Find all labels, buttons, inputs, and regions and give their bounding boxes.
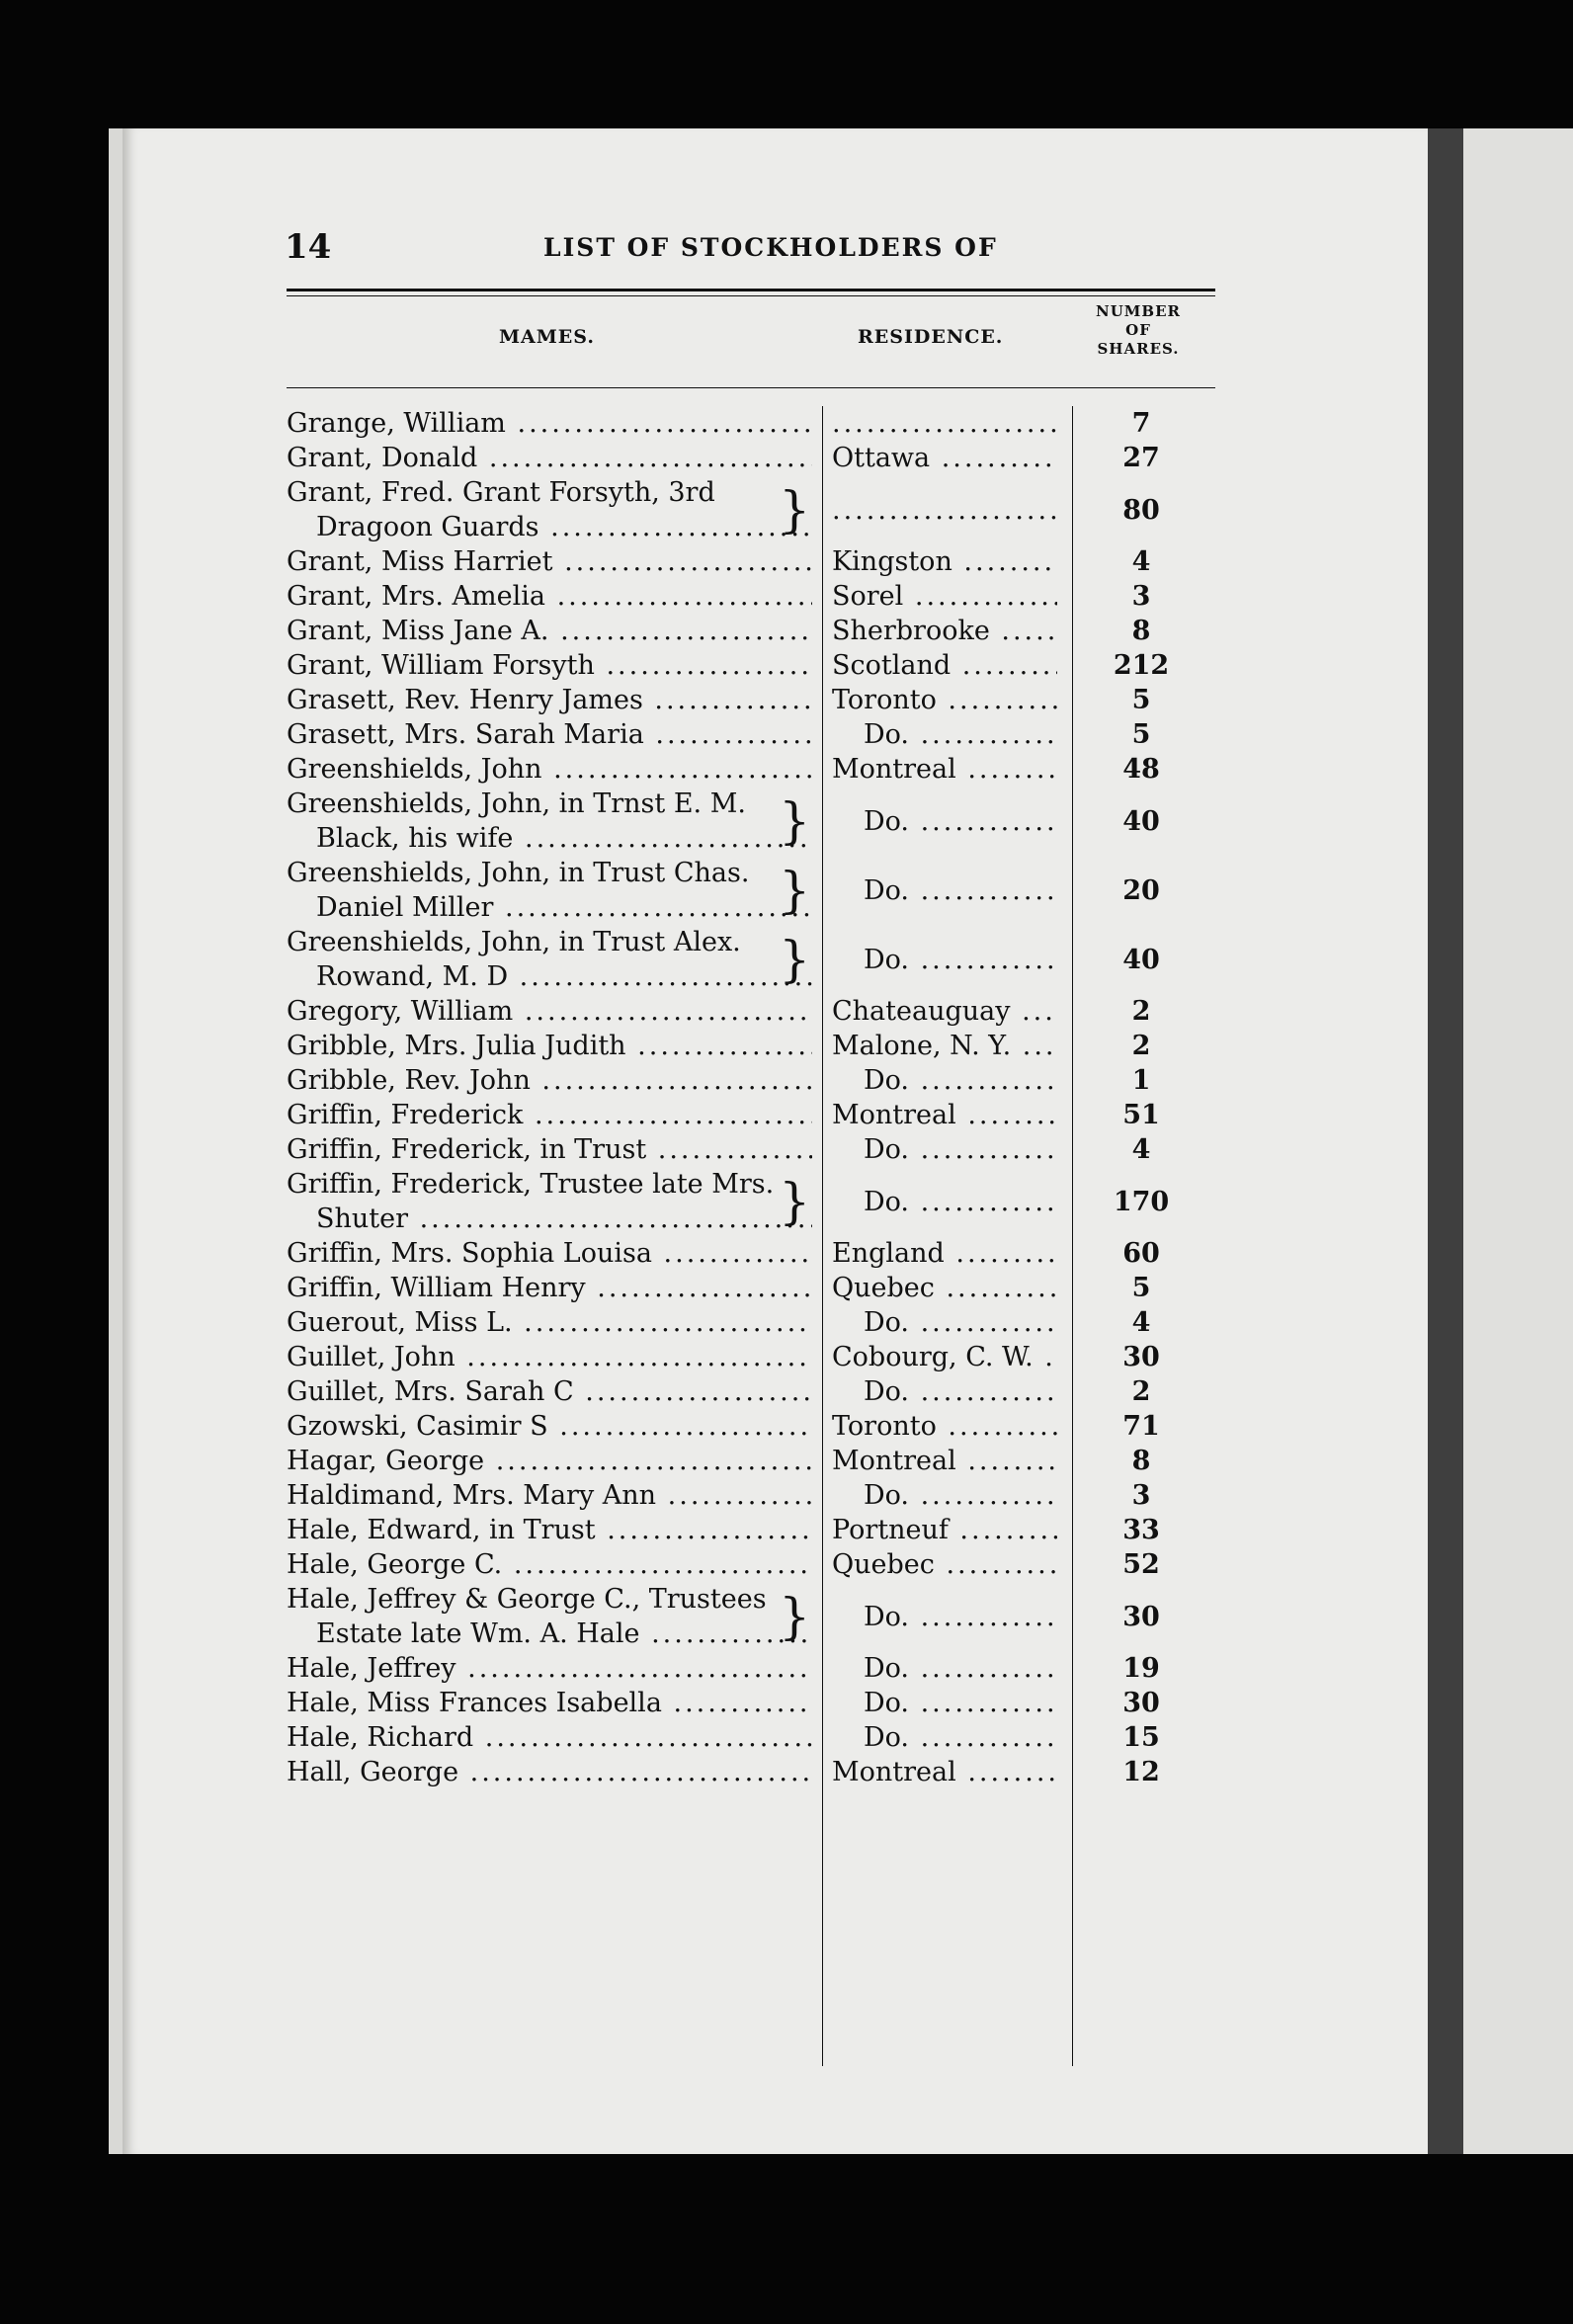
table-row — [287, 579, 1215, 614]
share-count: 2 — [1131, 1376, 1151, 1407]
residence: England ..... — [832, 1236, 1057, 1271]
table-row — [287, 441, 1215, 475]
table-row — [287, 752, 1215, 787]
stockholder-name-line-2: Rowand, M. D ..... — [287, 959, 812, 994]
stockholder-name — [287, 1409, 812, 1444]
table-rows — [287, 406, 1215, 1789]
stockholder-name-line-1: Haldimand, Mrs. Mary Ann ..... — [287, 1478, 812, 1513]
residence: Portneuf ..... — [832, 1513, 1057, 1547]
share-count: 5 — [1131, 685, 1151, 715]
table-row — [287, 994, 1215, 1029]
table-row — [287, 925, 1215, 994]
stockholder-name-line-1: Grant, Miss Harriet ..... — [287, 544, 812, 579]
table-row — [287, 1720, 1215, 1755]
brace-mark: } — [779, 1588, 810, 1645]
residence: Montreal ..... — [832, 752, 1057, 787]
stockholder-name-line-1: Hale, Jeffrey ..... — [287, 1651, 812, 1686]
stockholder-name — [287, 406, 812, 441]
stockholder-name — [287, 1686, 812, 1720]
stockholder-name — [287, 1478, 812, 1513]
stockholder-name-line-1: Griffin, Frederick ..... — [287, 1098, 812, 1132]
shares-header-line-2: OF — [1125, 321, 1151, 339]
stockholder-name-line-1: Grasett, Mrs. Sarah Maria ..... — [287, 717, 812, 752]
stockholder-name-line-1: Grant, Donald ..... — [287, 441, 812, 475]
residence: Do. ..... — [832, 873, 1057, 908]
stockholder-name-line-1: Grasett, Rev. Henry James ..... — [287, 683, 812, 717]
share-count: 170 — [1113, 1186, 1170, 1217]
residence: Toronto ..... — [832, 683, 1057, 717]
stockholder-name-line-1: Gribble, Mrs. Julia Judith ..... — [287, 1029, 812, 1063]
share-count: 30 — [1122, 1688, 1160, 1718]
stockholder-name-line-1: Grant, Mrs. Amelia ..... — [287, 579, 812, 614]
residence: Do. ..... — [832, 717, 1057, 752]
stockholder-name — [287, 787, 812, 856]
share-count: 33 — [1122, 1515, 1160, 1545]
share-count: 212 — [1113, 650, 1170, 681]
share-count: 7 — [1131, 408, 1151, 439]
table-row — [287, 1271, 1215, 1305]
residence: Sorel ..... — [832, 579, 1057, 614]
brace-mark: } — [779, 1173, 810, 1230]
table-row — [287, 1236, 1215, 1271]
residence: Toronto ..... — [832, 1409, 1057, 1444]
stockholder-name — [287, 579, 812, 614]
stockholder-name — [287, 856, 812, 925]
table-row — [287, 1686, 1215, 1720]
stockholder-name-line-1: Gzowski, Casimir S ..... — [287, 1409, 812, 1444]
share-count: 51 — [1122, 1100, 1160, 1130]
stockholder-name-line-1: Hagar, George ..... — [287, 1444, 812, 1478]
stockholder-name-line-1: Griffin, Frederick, Trustee late Mrs. — [287, 1169, 775, 1200]
column-headers — [287, 296, 1215, 388]
table-row — [287, 1063, 1215, 1098]
stockholder-name — [287, 994, 812, 1029]
stockholder-name — [287, 1271, 812, 1305]
table-row — [287, 787, 1215, 856]
share-count: 12 — [1122, 1757, 1160, 1787]
residence: Quebec ..... — [832, 1271, 1057, 1305]
stockholder-name-line-2: Black, his wife ..... — [287, 821, 812, 856]
stockholder-name-line-1: Guerout, Miss L. ..... — [287, 1305, 812, 1340]
table-row — [287, 1444, 1215, 1478]
share-count: 80 — [1122, 494, 1160, 526]
share-count: 2 — [1131, 996, 1151, 1027]
residence: Do. ..... — [832, 1686, 1057, 1720]
table-row — [287, 1651, 1215, 1686]
stockholder-name-line-1: Hall, George ..... — [287, 1755, 812, 1789]
stockholder-name-line-2: Dragoon Guards ..... — [287, 510, 812, 544]
stockholder-name-line-1: Greenshields, John, in Trust Alex. — [287, 927, 741, 957]
residence: Sherbrooke ..... — [832, 614, 1057, 648]
stockholder-name — [287, 1029, 812, 1063]
stockholder-name — [287, 752, 812, 787]
share-count: 8 — [1131, 1446, 1151, 1476]
stockholder-name-line-1: Greenshields, John ..... — [287, 752, 812, 787]
table-row — [287, 406, 1215, 441]
stockholder-name — [287, 1236, 812, 1271]
residence: Ottawa ..... — [832, 441, 1057, 475]
page-header — [0, 217, 1319, 277]
shares-column-header — [1069, 302, 1207, 359]
stockholder-name — [287, 544, 812, 579]
stockholder-name-line-1: Griffin, Mrs. Sophia Louisa ..... — [287, 1236, 812, 1271]
stockholder-name — [287, 441, 812, 475]
share-count: 4 — [1131, 546, 1151, 577]
residence: Malone, N. Y. ..... — [832, 1029, 1057, 1063]
stockholder-name — [287, 1547, 812, 1582]
table-row — [287, 1547, 1215, 1582]
share-count: 48 — [1122, 754, 1160, 785]
residence: Kingston ..... — [832, 544, 1057, 579]
stockholder-name-line-1: Hale, Miss Frances Isabella ..... — [287, 1686, 812, 1720]
stockholder-name — [287, 1755, 812, 1789]
stockholder-name-line-1: Grant, Miss Jane A. ..... — [287, 614, 812, 648]
table-row — [287, 1409, 1215, 1444]
stockholder-name-line-1: Gribble, Rev. John ..... — [287, 1063, 812, 1098]
share-count: 4 — [1131, 1134, 1151, 1165]
table-row — [287, 1374, 1215, 1409]
table-row — [287, 1582, 1215, 1651]
residence: Cobourg, C. W. ..... — [832, 1340, 1057, 1374]
residence: Scotland ..... — [832, 648, 1057, 683]
stockholder-name-line-1: Greenshields, John, in Trust Chas. — [287, 858, 750, 888]
share-count: 4 — [1131, 1307, 1151, 1338]
stockholder-name — [287, 1374, 812, 1409]
brace-mark: } — [779, 931, 810, 988]
table-row — [287, 648, 1215, 683]
stockholder-name — [287, 1305, 812, 1340]
table-row — [287, 1029, 1215, 1063]
share-count: 2 — [1131, 1031, 1151, 1061]
stockholder-name-line-2: Estate late Wm. A. Hale ..... — [287, 1617, 812, 1651]
table-row — [287, 1478, 1215, 1513]
stockholder-name-line-1: Guillet, John ..... — [287, 1340, 812, 1374]
stockholder-name-line-1: Hale, Jeffrey & George C., Trustees — [287, 1584, 767, 1615]
share-count: 40 — [1122, 944, 1160, 975]
share-count: 27 — [1122, 443, 1160, 473]
share-count: 20 — [1122, 874, 1160, 906]
brace-mark: } — [779, 481, 810, 539]
brace-mark: } — [779, 792, 810, 850]
table-row — [287, 1098, 1215, 1132]
table-row — [287, 614, 1215, 648]
stockholder-name — [287, 475, 812, 544]
stockholder-name — [287, 1063, 812, 1098]
residence: Do. ..... — [832, 1600, 1057, 1634]
stockholder-name — [287, 1444, 812, 1478]
stockholder-name-line-1: Gregory, William ..... — [287, 994, 812, 1029]
table-row — [287, 475, 1215, 544]
stockholder-name-line-2: Daniel Miller ..... — [287, 890, 812, 925]
table-row — [287, 544, 1215, 579]
table-row — [287, 856, 1215, 925]
stockholder-name — [287, 648, 812, 683]
table-row — [287, 717, 1215, 752]
share-count: 30 — [1122, 1342, 1160, 1372]
share-count: 60 — [1122, 1238, 1160, 1269]
share-count: 52 — [1122, 1549, 1160, 1580]
share-count: 3 — [1131, 1480, 1151, 1511]
residence: Montreal ..... — [832, 1755, 1057, 1789]
stockholder-name — [287, 1167, 812, 1236]
stockholders-table — [287, 289, 1215, 1789]
share-count: 15 — [1122, 1722, 1160, 1753]
stockholder-name — [287, 925, 812, 994]
table-row — [287, 683, 1215, 717]
residence: Do. ..... — [832, 1720, 1057, 1755]
residence: Chateauguay ..... — [832, 994, 1057, 1029]
names-column-header: MAMES. — [499, 326, 595, 348]
stockholder-name — [287, 683, 812, 717]
residence: Do. ..... — [832, 943, 1057, 977]
running-head: LIST OF STOCKHOLDERS OF — [543, 233, 998, 262]
table-row — [287, 1167, 1215, 1236]
table-row — [287, 1513, 1215, 1547]
share-count: 71 — [1122, 1411, 1160, 1442]
residence: Do. ..... — [832, 1305, 1057, 1340]
stockholder-name — [287, 717, 812, 752]
residence — [832, 493, 1057, 528]
stockholder-name — [287, 1720, 812, 1755]
residence: Do. ..... — [832, 804, 1057, 839]
stockholder-name — [287, 1651, 812, 1686]
stockholder-name-line-1: Hale, Richard ..... — [287, 1720, 812, 1755]
residence: Do. ..... — [832, 1063, 1057, 1098]
book-binding — [1428, 128, 1463, 2154]
top-rule — [287, 289, 1215, 291]
residence: Do. ..... — [832, 1185, 1057, 1219]
stockholder-name-line-1: Griffin, Frederick, in Trust ..... — [287, 1132, 812, 1167]
share-count: 19 — [1122, 1653, 1160, 1684]
residence: Do. ..... — [832, 1651, 1057, 1686]
table-row — [287, 1755, 1215, 1789]
share-count: 5 — [1131, 719, 1151, 750]
table-row — [287, 1132, 1215, 1167]
table-row — [287, 1305, 1215, 1340]
stockholder-name-line-1: Grant, William Forsyth ..... — [287, 648, 812, 683]
residence: Montreal ..... — [832, 1444, 1057, 1478]
stockholder-name — [287, 1132, 812, 1167]
stockholder-name-line-1: Guillet, Mrs. Sarah C ..... — [287, 1374, 812, 1409]
shares-header-line-3: SHARES. — [1097, 340, 1180, 358]
residence: Quebec ..... — [832, 1547, 1057, 1582]
stockholder-name-line-2: Shuter ..... — [287, 1202, 812, 1236]
stockholder-name-line-1: Grant, Fred. Grant Forsyth, 3rd — [287, 477, 715, 508]
share-count: 8 — [1131, 616, 1151, 646]
adjacent-page-edge — [1463, 128, 1573, 2154]
stockholder-name — [287, 614, 812, 648]
share-count: 1 — [1131, 1065, 1151, 1096]
stockholder-name-line-1: Hale, George C. ..... — [287, 1547, 812, 1582]
stockholder-name-line-1: Grange, William ..... — [287, 406, 812, 441]
residence: Do. ..... — [832, 1374, 1057, 1409]
share-count: 30 — [1122, 1601, 1160, 1632]
residence — [832, 406, 1057, 441]
stockholder-name — [287, 1098, 812, 1132]
residence: Do. ..... — [832, 1478, 1057, 1513]
stockholder-name-line-1: Griffin, William Henry ..... — [287, 1271, 812, 1305]
brace-mark: } — [779, 862, 810, 919]
page-number: 14 — [285, 227, 332, 267]
residence-column-header: RESIDENCE. — [858, 326, 1004, 348]
share-count: 40 — [1122, 805, 1160, 837]
stockholder-name-line-1: Hale, Edward, in Trust ..... — [287, 1513, 812, 1547]
stockholder-name-line-1: Greenshields, John, in Trnst E. M. — [287, 788, 746, 819]
share-count: 5 — [1131, 1273, 1151, 1303]
residence: Montreal ..... — [832, 1098, 1057, 1132]
table-row — [287, 1340, 1215, 1374]
share-count: 3 — [1131, 581, 1151, 612]
stockholder-name — [287, 1513, 812, 1547]
stockholder-name — [287, 1340, 812, 1374]
shares-header-line-1: NUMBER — [1096, 302, 1181, 320]
stockholder-name — [287, 1582, 812, 1651]
residence: Do. ..... — [832, 1132, 1057, 1167]
